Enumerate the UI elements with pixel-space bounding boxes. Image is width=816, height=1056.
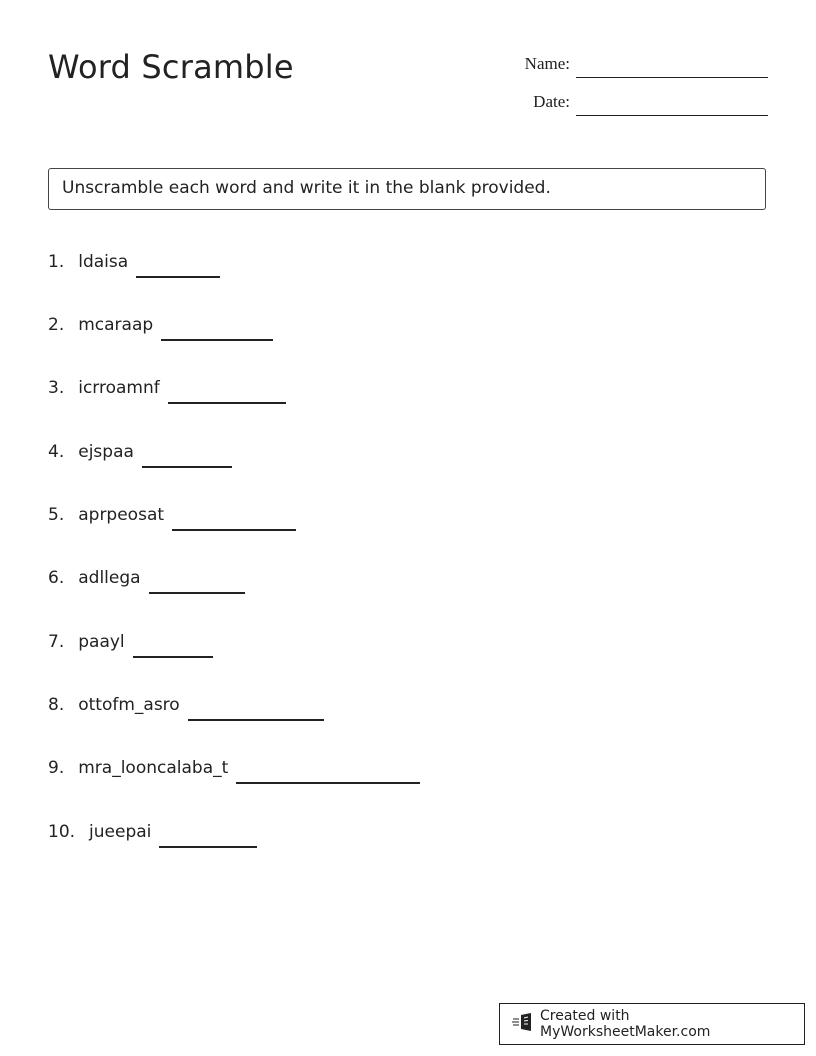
name-label: Name:: [524, 54, 570, 73]
scrambled-word: ldaisa: [78, 252, 129, 272]
item-number: 6.: [48, 568, 65, 588]
scrambled-word: icrroamnf: [78, 378, 160, 398]
instructions-text: Unscramble each word and write it in the blank provided.: [62, 178, 551, 198]
item-number: 10.: [48, 822, 76, 842]
list-item: [48, 378, 286, 398]
list-item: [48, 505, 296, 525]
name-field: [508, 48, 768, 78]
scrambled-word: mcaraap: [78, 315, 154, 335]
scrambled-word: mra_looncalaba_t: [78, 758, 229, 778]
item-number: 5.: [48, 505, 65, 525]
answer-blank[interactable]: [188, 718, 324, 721]
list-item: [48, 442, 232, 462]
list-item: [48, 758, 420, 778]
item-number: 3.: [48, 378, 65, 398]
page-title: Word Scramble: [48, 48, 294, 86]
date-label: Date:: [533, 92, 570, 111]
answer-blank[interactable]: [142, 465, 232, 468]
item-number: 7.: [48, 632, 65, 652]
answer-blank[interactable]: [168, 401, 286, 404]
list-item: [48, 822, 257, 842]
list-item: [48, 632, 213, 652]
scrambled-word: ottofm_asro: [78, 695, 180, 715]
date-blank-line[interactable]: [576, 115, 768, 116]
list-item: [48, 695, 324, 715]
list-item: [48, 315, 273, 335]
name-blank-line[interactable]: [576, 77, 768, 78]
item-number: 1.: [48, 252, 65, 272]
answer-blank[interactable]: [172, 528, 296, 531]
instructions-box: [48, 168, 766, 210]
scrambled-word: ejspaa: [78, 442, 134, 462]
list-item: [48, 252, 220, 272]
answer-blank[interactable]: [149, 591, 245, 594]
answer-blank[interactable]: [159, 845, 257, 848]
item-number: 4.: [48, 442, 65, 462]
scrambled-word: paayl: [78, 632, 125, 652]
item-number: 2.: [48, 315, 65, 335]
created-with-badge[interactable]: [499, 1003, 805, 1045]
scrambled-word: adllega: [78, 568, 141, 588]
worksheet-logo-icon: [512, 1011, 540, 1037]
item-number: 9.: [48, 758, 65, 778]
scrambled-word: jueepai: [89, 822, 152, 842]
answer-blank[interactable]: [136, 275, 220, 278]
list-item: [48, 568, 245, 588]
badge-text: Created with MyWorksheetMaker.com: [540, 1008, 711, 1040]
answer-blank[interactable]: [161, 338, 273, 341]
answer-blank[interactable]: [236, 781, 420, 784]
scrambled-word: aprpeosat: [78, 505, 165, 525]
date-field: [508, 86, 768, 116]
answer-blank[interactable]: [133, 655, 213, 658]
item-number: 8.: [48, 695, 65, 715]
